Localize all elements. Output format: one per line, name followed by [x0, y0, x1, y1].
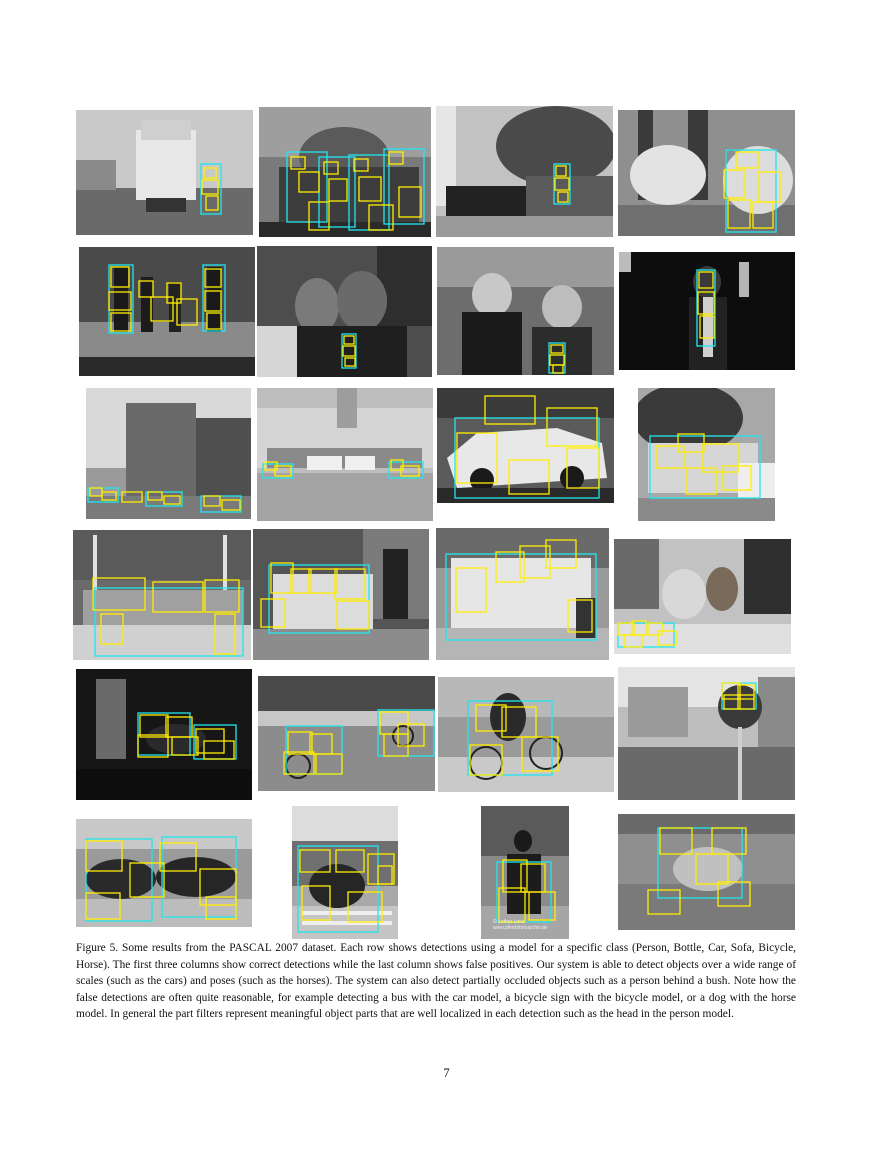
photo-car-bus-false-positive — [638, 388, 775, 521]
photo-bicycle-sign-false-positive — [618, 667, 795, 800]
figure-caption: Figure 5. Some results from the PASCAL 2007 dataset. Each row shows detections using a model for a specific class (Person, Bottle, Car, Sofa, Bicycle, Horse). The first three columns show correct detections while the last column shows false positives. Our system is able to detect objects over a wide range of scales (such as the cars) and poses (such as the horses). The system can also detect partially occluded objects such as a person behind a bush. Note how the false detections are often quite reasonable, for example detecting a bus with the car model, a bicycle sign with the bicycle model, or a dog with the horse model. In general the part filters represent meaningful object parts that are well localized in each detection such as the head in the person model. — [76, 942, 796, 1020]
photo-horse-dog-false-positive — [618, 814, 795, 930]
photo-bottle-man-false-positive — [619, 252, 795, 370]
photo-horse-race — [76, 819, 252, 927]
photo-person-train — [76, 110, 253, 235]
photo-bottle-dinner — [437, 247, 614, 375]
photo-sofa-dark-room — [253, 529, 429, 660]
photo-bicycle-cyclist-motion — [438, 677, 614, 792]
photo-person-group — [259, 107, 431, 237]
photo-car-town-square — [257, 388, 433, 521]
page-number: 7 — [443, 1066, 450, 1080]
photo-sofa-living-room — [73, 530, 251, 660]
photo-bicycle-night-church — [76, 669, 252, 800]
photo-sofa-baby-false-positive — [614, 539, 791, 654]
photo-person-sheep-false-positive — [618, 110, 795, 236]
photo-horse-jumping — [292, 806, 398, 939]
photo-bottle-couple — [257, 246, 432, 377]
photo-car-sportscar — [437, 388, 614, 503]
photo-horse-rider-standing — [481, 806, 569, 939]
photo-sofa-white — [436, 528, 609, 660]
photo-credit-name: © Lothar Lenz — [493, 919, 525, 925]
photo-bicycle-race-track — [258, 676, 435, 791]
photo-person-car-bush — [436, 106, 613, 237]
photo-credit-url: www.pferdefotoarchiv.de — [493, 925, 548, 931]
photo-car-street-buildings — [86, 388, 251, 519]
photo-bottle-table — [79, 247, 255, 376]
